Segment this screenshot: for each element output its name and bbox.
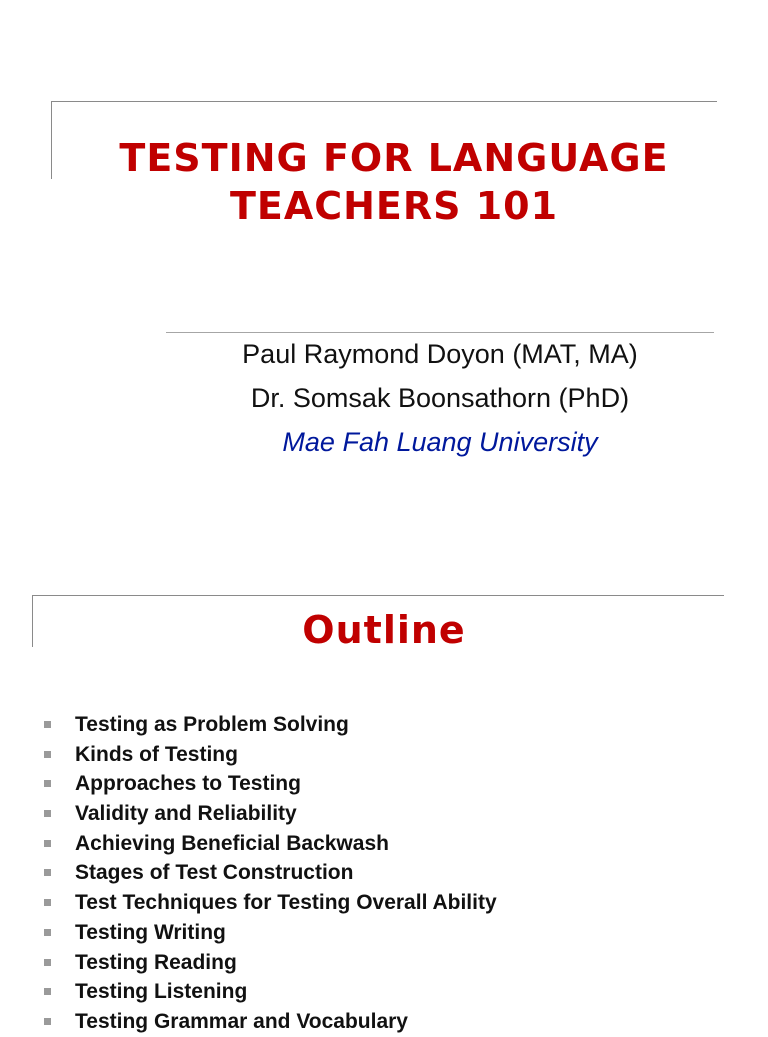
outline-item — [44, 1007, 497, 1037]
outline-slide-top-rule — [32, 595, 724, 596]
outline-heading: Outline — [302, 608, 466, 652]
square-bullet-icon — [44, 810, 51, 817]
outline-item — [44, 977, 497, 1007]
outline-slide — [0, 560, 768, 1033]
square-bullet-icon — [44, 869, 51, 876]
square-bullet-icon — [44, 899, 51, 906]
outline-item — [44, 769, 497, 799]
square-bullet-icon — [44, 780, 51, 787]
outline-item — [44, 799, 497, 829]
outline-item-label: Kinds of Testing — [75, 742, 238, 766]
presentation-title — [40, 134, 748, 230]
square-bullet-icon — [44, 959, 51, 966]
outline-item-label: Achieving Beneficial Backwash — [75, 831, 389, 855]
outline-item — [44, 888, 497, 918]
outline-item-label: Stages of Test Construction — [75, 861, 354, 885]
outline-item — [44, 918, 497, 948]
square-bullet-icon — [44, 929, 51, 936]
author-name-1: Paul Raymond Doyon (MAT, MA) — [242, 339, 638, 369]
outline-item — [44, 858, 497, 888]
square-bullet-icon — [44, 988, 51, 995]
outline-item-label: Testing Writing — [75, 920, 226, 944]
outline-item — [44, 948, 497, 978]
outline-list — [44, 710, 497, 1037]
affiliation: Mae Fah Luang University — [282, 427, 598, 457]
outline-item-label: Testing Reading — [75, 950, 237, 974]
square-bullet-icon — [44, 721, 51, 728]
title-slide-top-rule — [51, 101, 717, 102]
outline-item-label: Approaches to Testing — [75, 772, 301, 796]
presentation-title-line-1: TESTING FOR LANGUAGE — [119, 136, 669, 180]
outline-item — [44, 710, 497, 740]
square-bullet-icon — [44, 840, 51, 847]
presentation-title-line-2: TEACHERS 101 — [229, 184, 559, 228]
square-bullet-icon — [44, 751, 51, 758]
outline-item-label: Test Techniques for Testing Overall Ability — [75, 891, 497, 915]
outline-item-label: Validity and Reliability — [75, 802, 297, 826]
author-name-2: Dr. Somsak Boonsathorn (PhD) — [250, 383, 630, 413]
outline-item — [44, 829, 497, 859]
outline-item-label: Testing as Problem Solving — [75, 713, 349, 736]
subtitle-divider — [166, 332, 714, 333]
outline-item-label: Testing Listening — [75, 980, 248, 1004]
outline-item-label: Testing Grammar and Vocabulary — [75, 1009, 408, 1033]
outline-item — [44, 740, 497, 770]
